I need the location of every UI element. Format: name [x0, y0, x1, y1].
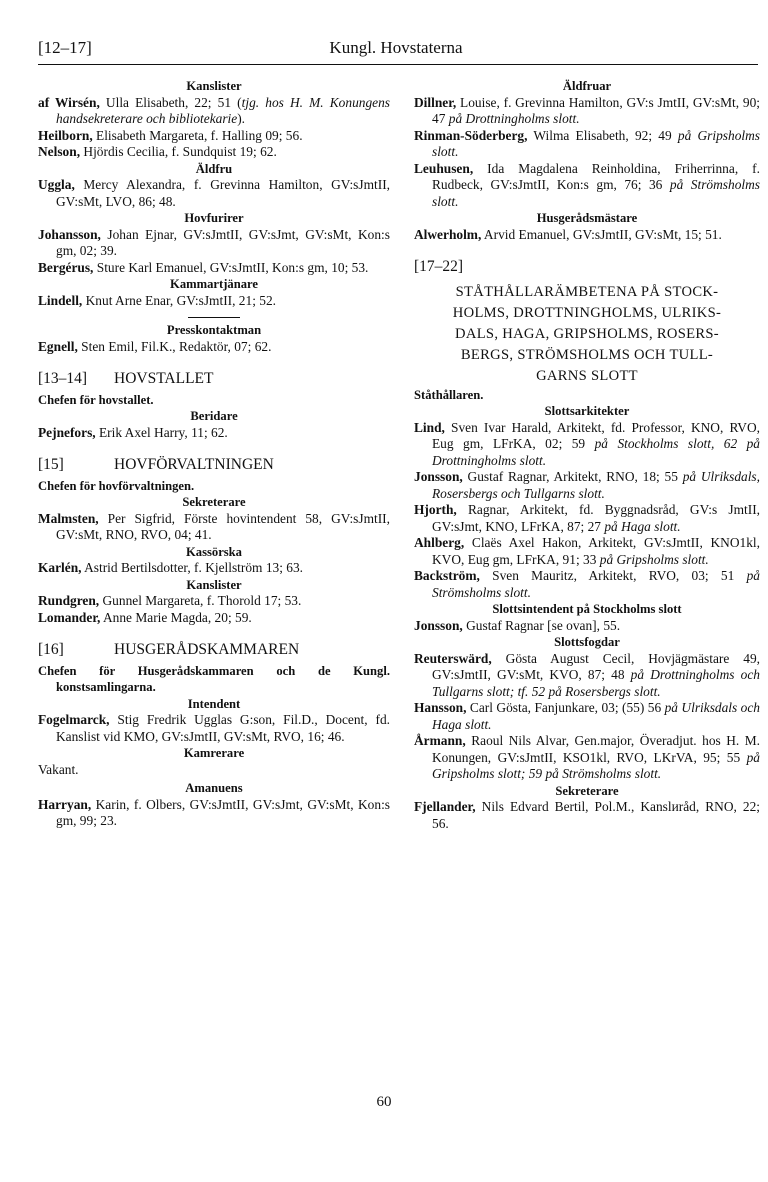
entry [414, 469, 760, 502]
entry-text: Raoul Nils Alvar, Gen.major, Överadjut. hos H. M. Konungen, GV:sJmtII, KSO1kl, RVO, LKrVA, 95; 55 [432, 733, 760, 765]
entry-text: Sven Ivar Harald, Arkitekt, fd. Professor, KNO, RVO, Eug gm, LFrKA, 02; 59 [432, 419, 760, 451]
entry [414, 161, 760, 211]
section-title-line: GARNS SLOTT [536, 367, 638, 384]
subheading: Äldfruar [562, 79, 612, 93]
header-rule [38, 64, 758, 65]
entry-name: Heilborn, [38, 127, 93, 143]
entry [414, 733, 760, 783]
subheading: Kammartjänare [170, 277, 258, 291]
subheading: Slottsarkitekter [544, 404, 630, 418]
entry [38, 797, 390, 830]
entry [414, 502, 760, 535]
entry-name: Harryan, [38, 796, 92, 812]
entry [414, 128, 760, 161]
entry-note: på Strömsholms slott. [432, 177, 760, 209]
entry-name: Johansson, [38, 226, 101, 242]
subheading: Kassörska [186, 544, 242, 559]
entry [414, 420, 760, 470]
section-title: HOVFÖRVALTNINGEN [114, 456, 274, 473]
section-heading [414, 259, 760, 387]
entry [414, 700, 760, 733]
section-title [414, 282, 760, 387]
entry-text: Ragnar, Arkitekt, fd. Byggnadsråd, GV:s JmtII, GV:sJmt, KNO, LFrKA, 87; 27 [432, 502, 760, 534]
section-number: [15] [38, 456, 64, 473]
entry-name: Lindell, [38, 292, 83, 308]
section-lead: Chefen för hovförvaltningen. [38, 478, 195, 493]
section-lead: Chefen för Husgerådskammaren och de Kungl. konstsamlingarna. [38, 663, 390, 694]
entry-name: Leuhusen, [414, 160, 474, 176]
page-number: 60 [376, 1094, 392, 1110]
entry-name: Årmann, [414, 733, 466, 748]
entry-name: Reuterswärd, [414, 650, 492, 666]
entry-text: Knut Arne Enar, GV:sJmtII, 21; 52. [82, 292, 277, 308]
subheading: Presskontaktman [166, 323, 262, 337]
section-heading [38, 457, 390, 474]
entry-text: Gustaf Ragnar, Arkitekt, RNO, 18; 55 [462, 469, 683, 484]
section-title-line: BERGS, STRÖMSHOLMS OCH TULL- [460, 346, 714, 363]
subheading: Kanslister [186, 79, 242, 93]
subheading: Amanuens [185, 781, 243, 795]
entry-text: Vakant. [38, 761, 79, 777]
subheading: Äldfru [195, 161, 233, 176]
entry-text: Per Sigfrid, Förste hovintendent 58, GV:sJmtII, GV:sMt, RNO, RVO, 04; 41. [56, 510, 390, 542]
entry-name: Bergérus, [38, 259, 94, 275]
entry [414, 95, 760, 128]
entry-text: Claës Axel Hakon, Arkitekt, GV:sJmtII, KNO1kl, KVO, Eug gm, LFrKA, 91; 33 [432, 535, 760, 567]
entry-note: på Stockholms slott, 62 på Drottningholms slott. [432, 436, 760, 468]
entry-note: på Strömsholms slott. [432, 568, 760, 600]
section-title-line: HOLMS, DROTTNINGHOLMS, ULRIKS- [452, 304, 722, 321]
subheading: Sekreterare [182, 495, 246, 509]
entry-text: Louise, f. Grevinna Hamilton, GV:s JmtII, GV:sMt, 90; 47 [432, 94, 760, 126]
entry-name: Uggla, [38, 177, 75, 192]
entry-name: Jonsson, [414, 617, 463, 633]
entry [38, 177, 390, 210]
entry-name: Nelson, [38, 144, 81, 159]
entry-name: Alwerholm, [414, 226, 482, 242]
entry-text: Ulla Elisabeth, 22; 51 ( [99, 94, 242, 110]
entry-note: på Ulriksdals, Rosersbergs och Tullgarns slott. [432, 469, 760, 501]
subheading: Kanslister [186, 577, 242, 592]
running-head [38, 38, 754, 62]
entry [38, 144, 390, 161]
entry [414, 568, 760, 601]
entry-text: Carl Gösta, Fanjunkare, 03; (55) 56 [466, 700, 665, 715]
entry-text: Ida Magdalena Reinholdina, Friherrinna, f. Rudbeck, GV:sJmtII, Kon:s gm, 76; 36 [432, 160, 760, 192]
subheading: Sekreterare [555, 783, 619, 798]
subheading: Hovfurirer [184, 211, 244, 225]
left-column [38, 76, 390, 830]
subheading: Husgerådsmästare [536, 211, 638, 225]
entry-note: på Drottningholms slott. [448, 111, 580, 126]
entry [38, 560, 390, 577]
divider [188, 317, 240, 318]
entry-name: Rinman-Söderberg, [414, 127, 528, 143]
entry [38, 227, 390, 260]
section-number: [16] [38, 641, 64, 658]
entry-tail: ). [237, 111, 246, 126]
entry-name: Karlén, [38, 560, 82, 575]
entry-name: Dillner, [414, 94, 457, 110]
entry [38, 511, 390, 544]
entry [414, 535, 760, 568]
section-lead: Chefen för hovstallet. [38, 392, 154, 407]
entry [414, 799, 760, 832]
entry-text: Anne Marie Magda, 20; 59. [100, 609, 252, 625]
entry [38, 95, 390, 128]
section-title: HOVSTALLET [114, 370, 214, 387]
entry-name: Rundgren, [38, 593, 100, 608]
entry-note: tjg. hos H. M. Konungens handsekreterare och bibliotekarie [56, 94, 391, 126]
entry-note: på Gripsholms slott; 59 på Strömsholms slott. [432, 749, 760, 781]
entry [38, 293, 390, 310]
entry-text: Gösta August Cecil, Hovjägmästare 49, GV:sJmtII, GV:sMt, KVO, 87; 48 [432, 650, 760, 682]
entry-note: på Haga slott. [604, 518, 681, 534]
entry [414, 651, 760, 701]
subheading: Beridare [190, 409, 238, 423]
entry-text: Mercy Alexandra, f. Grevinna Hamilton, GV:sJmtII, GV:sMt, LVO, 86; 48. [56, 177, 390, 209]
entry-note: på Ulriksdals och Haga slott. [432, 700, 760, 732]
section-range: [12–17] [38, 38, 92, 57]
entry-name: Pejnefors, [38, 424, 96, 440]
section-title-line: STÅTHÅLLARÄMBETENA PÅ STOCK- [455, 283, 719, 300]
entry-text: Sven Mauritz, Arkitekt, RVO, 03; 51 [479, 568, 747, 583]
entry-note: på Gripsholms slott. [599, 551, 709, 567]
section-lead: Ståthållaren. [414, 387, 484, 402]
entry-text: Hjördis Cecilia, f. Sundquist 19; 62. [80, 144, 277, 159]
entry-text: Arvid Emanuel, GV:sJmtII, GV:sMt, 15; 51. [481, 226, 722, 242]
entry-text: Johan Ejnar, GV:sJmtII, GV:sJmt, GV:sMt, Kon:s gm, 02; 39. [56, 226, 390, 258]
entry [38, 425, 390, 442]
entry-name: Egnell, [38, 338, 78, 354]
section-title-line: DALS, HAGA, GRIPSHOLMS, ROSERS- [455, 325, 719, 342]
entry-text: Sture Karl Emanuel, GV:sJmtII, Kon:s gm, 10; 53. [93, 259, 369, 275]
subheading: Slottsfogdar [554, 635, 620, 649]
entry-text: Gustaf Ragnar [se ovan], 55. [462, 617, 621, 633]
entry-text: Wilma Elisabeth, 92; 49 [527, 127, 678, 143]
entry-text: Karin, f. Olbers, GV:sJmtII, GV:sJmt, GV:sMt, Kon:s gm, 99; 23. [56, 796, 390, 828]
entry-name: Jonsson, [414, 469, 463, 484]
subheading: Intendent [187, 696, 241, 711]
entry-text: Erik Axel Harry, 11; 62. [95, 424, 228, 440]
entry [414, 227, 760, 244]
entry [414, 618, 760, 635]
entry-name: Hjorth, [414, 502, 457, 517]
entry-note: på Gripsholms slott. [432, 127, 760, 159]
entry [38, 712, 390, 745]
section-heading [38, 642, 390, 659]
section-heading [38, 371, 390, 388]
subheading: Slottsintendent på Stockholms slott [492, 602, 682, 616]
entry-name: Ahlberg, [414, 535, 465, 550]
entry-name: Hansson, [414, 700, 467, 715]
entry-name: Fogelmarck, [38, 712, 110, 727]
entry [38, 260, 390, 277]
entry [38, 339, 390, 356]
page-title: Kungl. Hovstaterna [329, 38, 463, 57]
entry-note: på Drottningholms och Tullgarns slott; tf. 52 på Rosersbergs slott. [432, 667, 760, 699]
section-title: HUSGERÅDSKAMMAREN [114, 641, 300, 658]
entry-name: Backström, [414, 568, 480, 583]
section-number: [17–22] [414, 258, 464, 275]
entry [38, 593, 390, 610]
entry-name: af Wirsén, [38, 94, 100, 110]
entry [38, 610, 390, 627]
section-number: [13–14] [38, 370, 88, 387]
entry-text: Stig Fredrik Ugglas G:son, Fil.D., Docent, fd. Kanslist vid KMO, GV:sJmtII, GV:sMt, RVO, 16; 46. [56, 712, 390, 744]
entry-text: Astrid Bertilsdotter, f. Kjellström 13; 63. [81, 560, 304, 575]
entry-text: Gunnel Margareta, f. Thorold 17; 53. [99, 593, 302, 608]
subheading: Kamrerare [183, 746, 245, 760]
entry-name: Lind, [414, 419, 445, 435]
entry-name: Fjellander, [414, 799, 476, 814]
entry-text: Nils Edvard Bertil, Pol.M., Kanslиråd, RNO, 22; 56. [432, 799, 760, 831]
entry-name: Lomander, [38, 609, 101, 625]
entry-text: Sten Emil, Fil.K., Redaktör, 07; 62. [77, 338, 272, 354]
right-column [414, 76, 760, 832]
entry-text: Elisabeth Margareta, f. Halling 09; 56. [92, 127, 303, 143]
entry [38, 128, 390, 145]
entry-name: Malmsten, [38, 510, 99, 526]
